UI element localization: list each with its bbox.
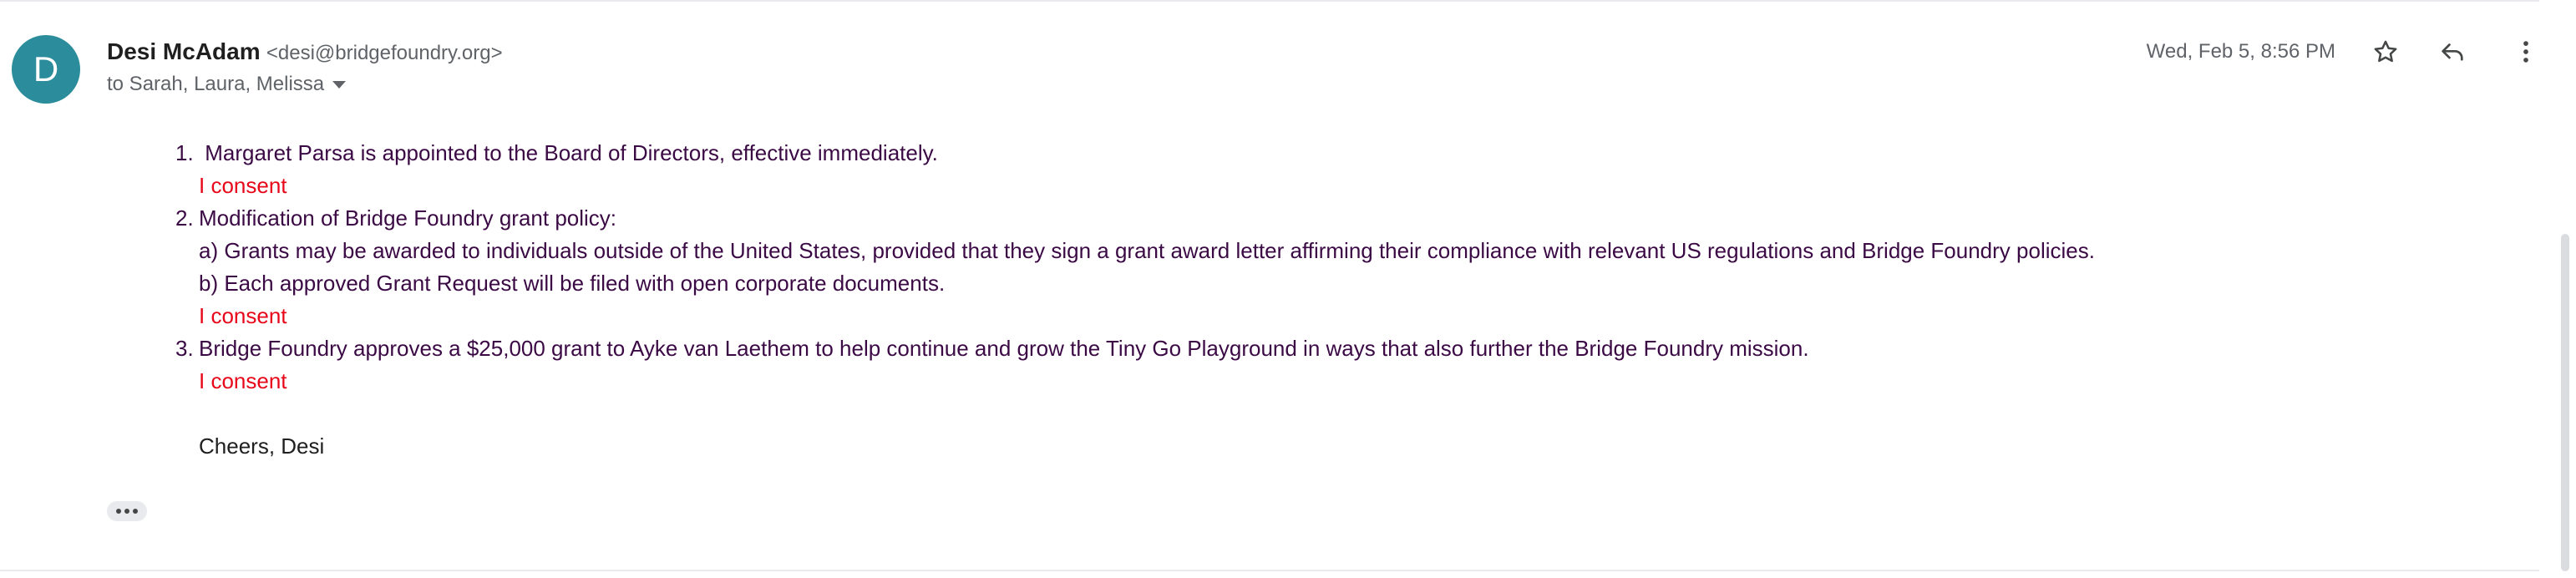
consent-text: I consent [199,303,287,328]
recipients-toggle[interactable] [107,70,346,99]
scrollbar[interactable] [2561,234,2569,571]
item-text: Bridge Foundry approves a $25,000 grant to Ayke van Laethem to help continue and grow the Tiny Go Playground in ways that also further the Bridge Foundry mission. [199,336,1809,361]
resolution-item [0,332,2255,398]
item-subpoint: b) Each approved Grant Request will be filed with open corporate documents. [199,271,946,296]
consent-text: I consent [199,368,287,393]
show-trimmed-content-button[interactable] [107,501,147,521]
reply-button[interactable] [2434,33,2471,70]
star-button[interactable] [2367,33,2404,70]
top-divider [0,0,2539,2]
ellipsis-icon [133,509,138,514]
resolution-item [0,137,2255,202]
bottom-divider [0,570,2539,571]
item-text: Margaret Parsa is appointed to the Board of Directors, effective immediately. [199,140,938,165]
item-number: 1. [175,140,194,165]
ellipsis-icon [124,509,129,514]
chevron-down-icon[interactable] [332,81,346,89]
message-body [0,137,2255,463]
star-icon [2371,38,2400,66]
consent-text: I consent [199,173,287,198]
more-vert-icon [2512,38,2540,66]
item-text: Modification of Bridge Foundry grant policy: [199,205,617,231]
sender-avatar[interactable]: D [12,35,80,104]
item-number: 3. [175,336,194,361]
item-subpoint: a) Grants may be awarded to individuals outside of the United States, provided that they sign a grant award letter affirming their compliance with relevant US regulations and Bridge Foundry policies. [199,238,2095,263]
sender-line [107,37,503,68]
more-options-button[interactable] [2508,33,2544,70]
recipients-text: to Sarah, Laura, Melissa [107,73,325,95]
sender-name[interactable]: Desi McAdam [107,38,261,64]
sender-email: <desi@bridgefoundry.org> [266,42,503,64]
resolution-item [0,202,2255,332]
signoff: Cheers, Desi [199,434,325,459]
ellipsis-icon [116,509,121,514]
item-number: 2. [175,205,194,231]
reply-icon [2438,38,2467,66]
message-date: Wed, Feb 5, 8:56 PM [2146,40,2335,63]
